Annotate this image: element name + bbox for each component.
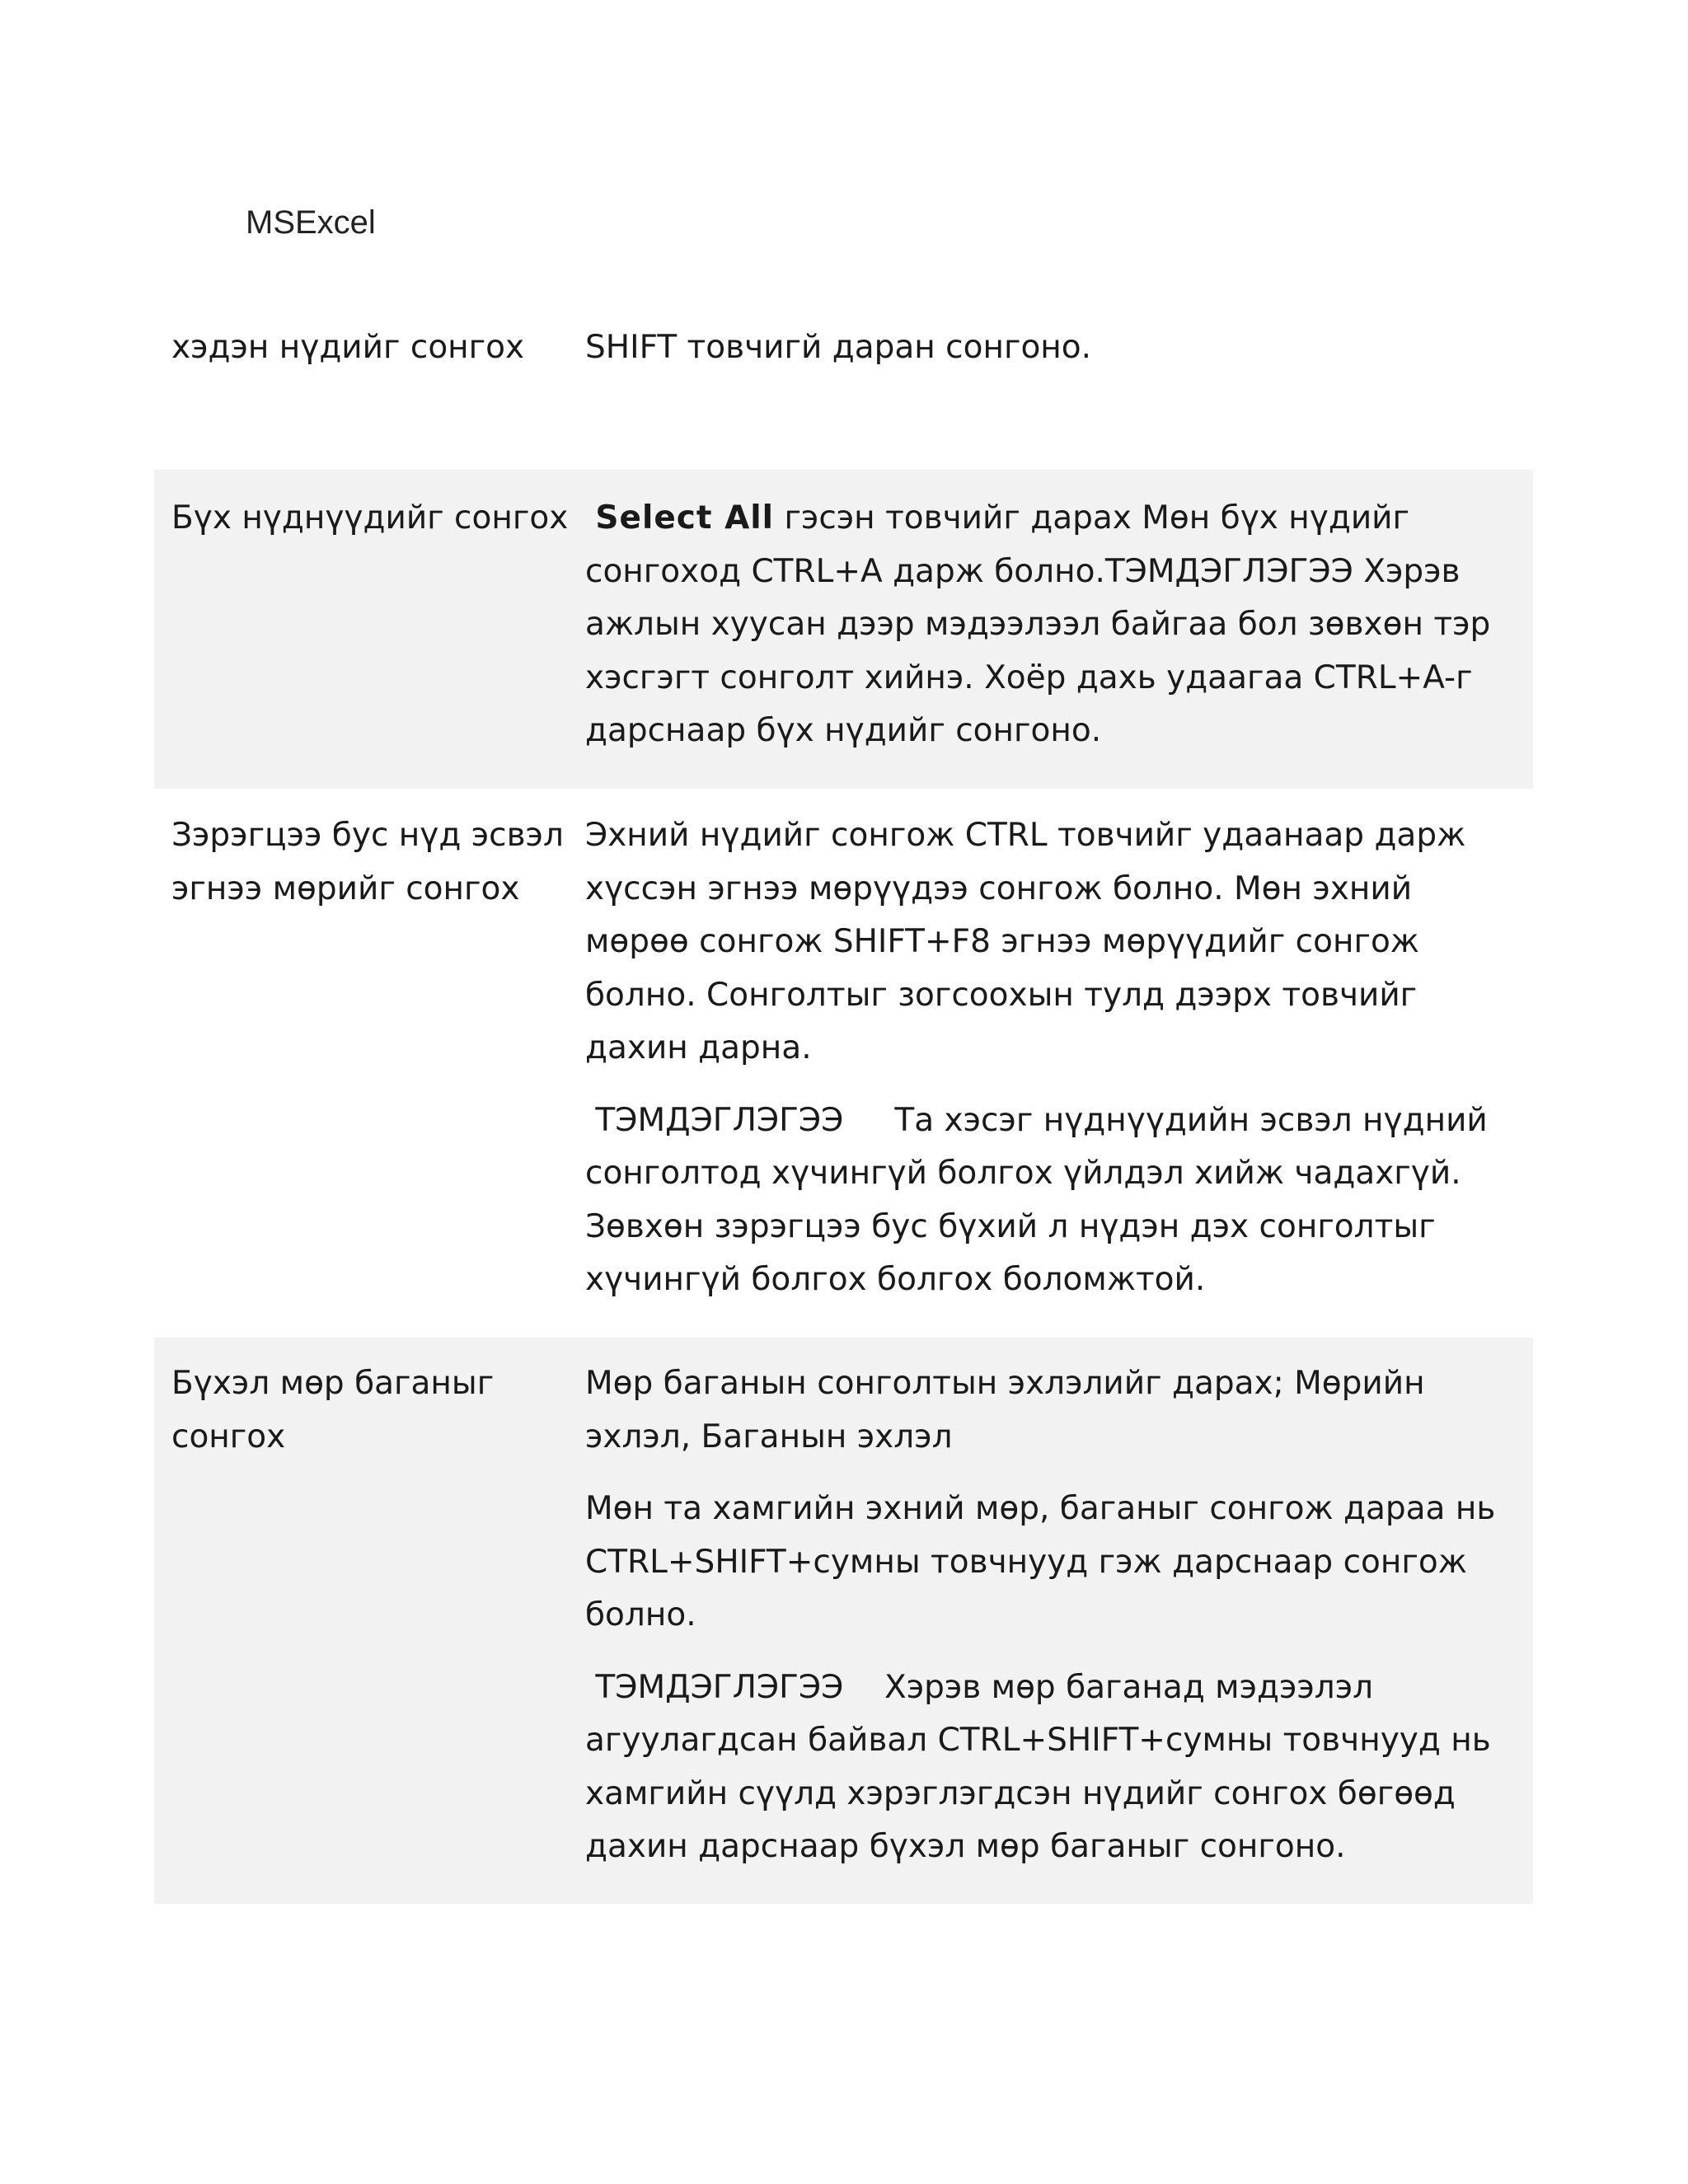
page-header-title: MSExcel — [246, 204, 376, 241]
select-all-term: Select All — [595, 499, 775, 537]
row-label: Бүхэл мөр баганыг сонгох — [171, 1365, 495, 1455]
description-paragraph: Мөн та хамгийн эхний мөр, баганыг сонгож дараа нь CTRL+SHIFT+сумны товчнууд гэж дарснаар сонгож болно. — [585, 1490, 1496, 1633]
shortcut-table — [154, 297, 1533, 1904]
description-paragraph: Мөр баганын сонголтын эхлэлийг дарах; Мөрийн эхлэл, Баганын эхлэл — [585, 1365, 1425, 1455]
row-description — [585, 492, 1533, 789]
row-label: Зэрэгцээ бус нүд эсвэл эгнээ мөрийг сонгох — [171, 817, 564, 907]
row-label: Бүх нүднүүдийг сонгох — [171, 499, 569, 537]
row-description — [585, 809, 1533, 1338]
note-paragraph: ТЭМДЭГЛЭГЭЭ Хэрэв мөр баганад мэдээлэл агуулагдсан байвал CTRL+SHIFT+сумны товчнууд нь хамгийн сүүлд хэрэглэгдсэн нүдийг сонгох бөгөөд дахин дарснаар бүхэл мөр баганыг сонгоно. — [585, 1668, 1502, 1865]
table-row-select-several — [154, 297, 1533, 470]
table-row-select-noncontiguous — [154, 789, 1533, 1338]
description-paragraph: Эхний нүдийг сонгож CTRL товчийг удаанаар дарж хүссэн эгнээ мөрүүдээ сонгож болно. Мөн эхний мөрөө сонгож SHIFT+F8 эгнээ мөрүүдийг сонгож болно. Сонголтыг зогсоохын тулд дээрх товчийг дахин дарна. — [585, 817, 1466, 1066]
row-label: хэдэн нүдийг сонгох — [171, 329, 525, 366]
description-paragraph: Select All гэсэн товчийг дарах Мөн бүх нүдийг сонгоход CTRL+A дарж болно.ТЭМДЭГЛЭГЭЭ Хэрэв ажлын хуусан дээр мэдээлээл байгаа бол зөвхөн тэр хэсгэгт сонголт хийнэ. Хоёр дахь удаагаа CTRL+A-г дарснаар бүх нүдийг сонгоно. — [585, 499, 1491, 749]
table-row-select-all — [154, 470, 1533, 789]
row-description — [585, 321, 1533, 470]
description-paragraph: SHIFT товчигй даран сонгоно. — [585, 329, 1092, 366]
note-paragraph: ТЭМДЭГЛЭГЭЭ Та хэсэг нүднүүдийн эсвэл нүдний сонголтод хүчингүй болгох үйлдэл хийж чадахгүй. Зөвхөн зэрэгцээ бус бүхий л нүдэн дэх сонголтыг хүчингүй болгох болгох боломжтой. — [585, 1101, 1498, 1298]
row-description — [585, 1357, 1533, 1904]
table-row-select-entire-row-column — [154, 1338, 1533, 1904]
